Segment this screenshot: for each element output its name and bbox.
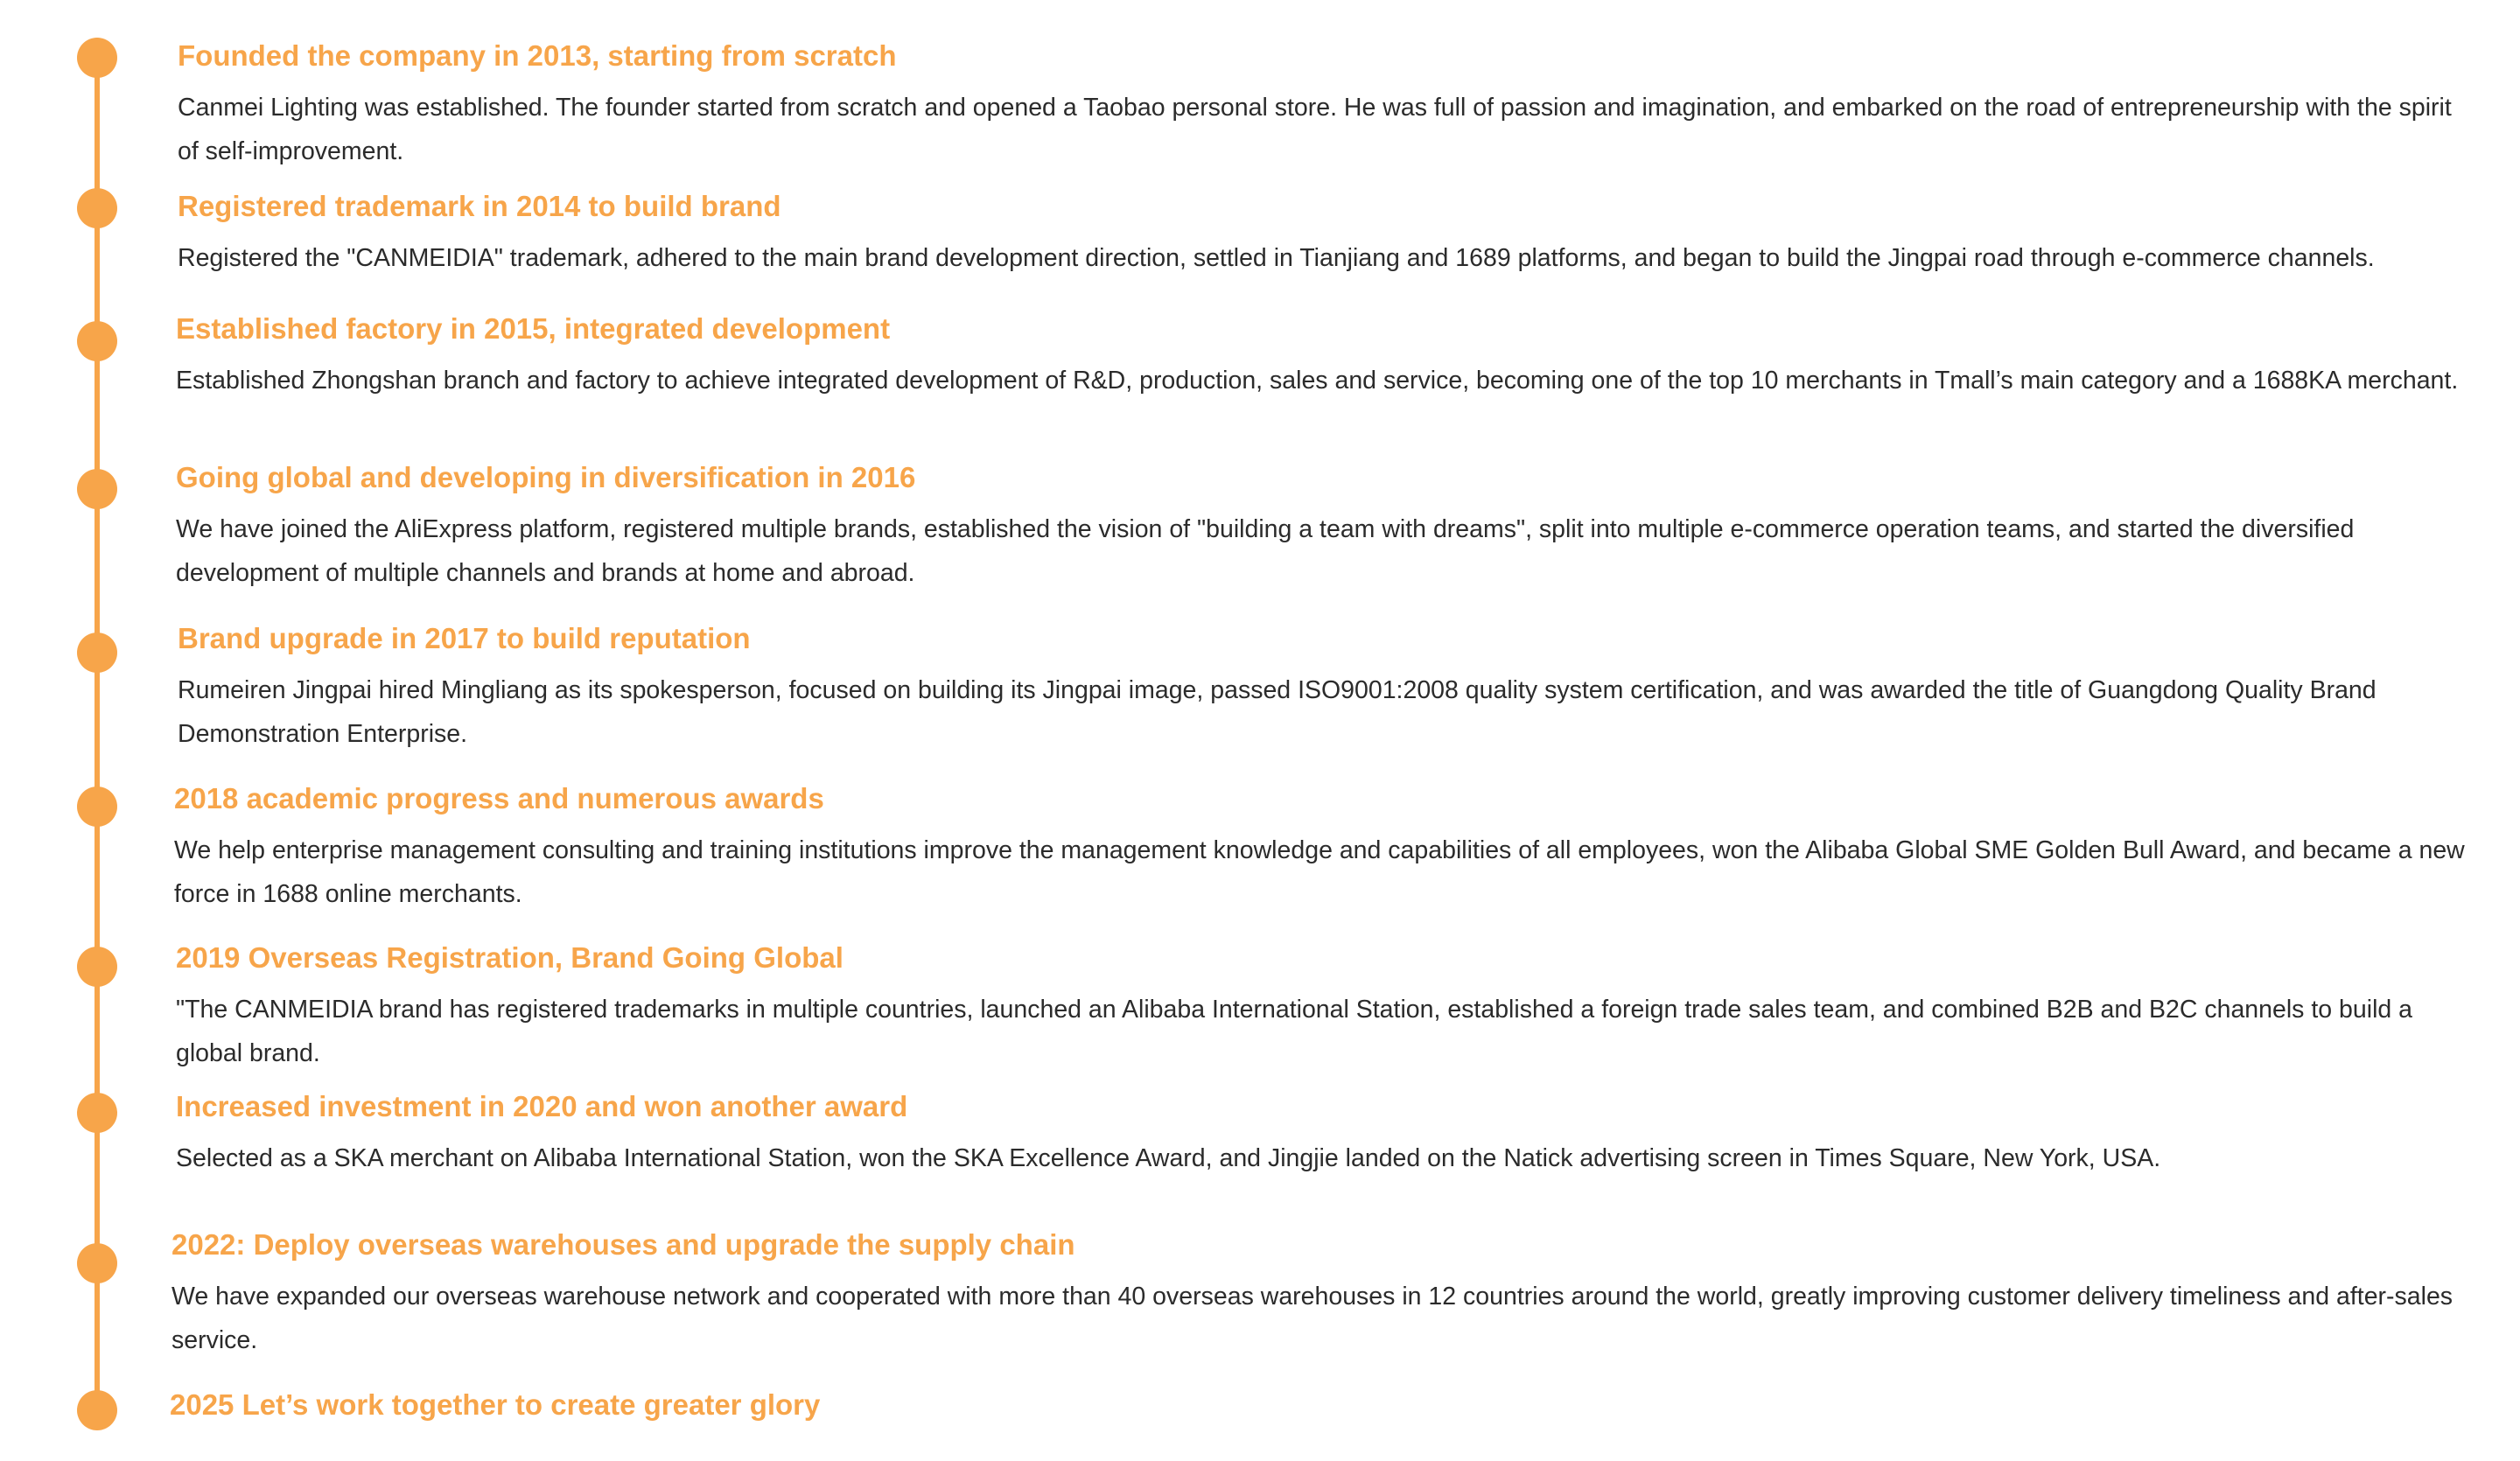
entry-title: Increased investment in 2020 and won another award [176, 1090, 908, 1122]
entry-title: 2025 Let’s work together to create greater glory [170, 1388, 821, 1421]
entry-title: Going global and developing in diversification in 2016 [176, 461, 916, 493]
entry-title: Established factory in 2015, integrated development [176, 312, 891, 345]
entry-description: We have joined the AliExpress platform, registered multiple brands, established the vision of "building a team with dreams", split into multiple e-commerce operation teams, and started the diversified development of multiple channels and brands at home and abroad. [176, 515, 2355, 587]
timeline-dot-2020 [77, 1093, 117, 1133]
entry-description: Registered the "CANMEIDIA" trademark, adhered to the main brand development direction, settled in Tianjiang and 1689 platforms, and began to build the Jingpai road through e-commerce channels. [178, 244, 2375, 272]
entry-title: Brand upgrade in 2017 to build reputation [178, 622, 751, 654]
timeline-dot-2022 [77, 1243, 117, 1283]
entry-title: 2019 Overseas Registration, Brand Going Global [176, 941, 844, 974]
entry-description: We help enterprise management consulting and training institutions improve the management knowledge and capabilities of all employees, won the Alibaba Global SME Golden Bull Award, and became a new force in 1688 online merchants. [174, 836, 2465, 908]
timeline-dot-2013 [77, 38, 117, 78]
timeline-dot-2017 [77, 633, 117, 673]
entry-title: Founded the company in 2013, starting from scratch [178, 39, 897, 72]
timeline-entry-2016 [176, 460, 2468, 595]
entry-title: 2022: Deploy overseas warehouses and upgrade the supply chain [172, 1228, 1075, 1261]
entry-title: 2018 academic progress and numerous awards [174, 782, 824, 814]
entry-description: Selected as a SKA merchant on Alibaba International Station, won the SKA Excellence Award, and Jingjie landed on the Natick advertising screen in Times Square, New York, USA. [176, 1144, 2161, 1172]
timeline-entry-2020 [176, 1089, 2468, 1180]
timeline-entry-2017 [178, 621, 2470, 756]
entry-description: Canmei Lighting was established. The founder started from scratch and opened a Taobao personal store. He was full of passion and imagination, and embarked on the road of entrepreneurship with the spirit of self-improvement. [178, 94, 2452, 165]
timeline-dot-2018 [77, 786, 117, 827]
timeline-entry-2019 [176, 940, 2468, 1075]
timeline-dot-2025 [77, 1390, 117, 1430]
entry-description: Rumeiren Jingpai hired Mingliang as its spokesperson, focused on building its Jingpai image, passed ISO9001:2008 quality system certification, and was awarded the title of Guangdong Quality Brand Demonstration Enterprise. [178, 676, 2376, 748]
timeline-entry-2022 [172, 1227, 2464, 1362]
entry-description: Established Zhongshan branch and factory to achieve integrated development of R&D, production, sales and service, becoming one of the top 10 merchants in Tmall’s main category and a 1688KA merchant. [176, 367, 2459, 395]
timeline-entry-2015 [176, 311, 2468, 402]
entry-title: Registered trademark in 2014 to build brand [178, 190, 781, 222]
timeline-dot-2019 [77, 947, 117, 987]
entry-description: "The CANMEIDIA brand has registered trademarks in multiple countries, launched an Alibaba International Station, established a foreign trade sales team, and combined B2B and B2C channels to build a global brand. [176, 996, 2413, 1067]
timeline-entry-2025 [170, 1388, 2462, 1423]
timeline-dot-2015 [77, 321, 117, 361]
timeline-dot-2014 [77, 188, 117, 228]
timeline-entry-2018 [174, 781, 2467, 916]
timeline-entry-2014 [178, 189, 2470, 280]
timeline-line [94, 58, 100, 1407]
timeline-dot-2016 [77, 469, 117, 509]
timeline-entry-2013 [178, 38, 2470, 173]
entry-description: We have expanded our overseas warehouse network and cooperated with more than 40 overseas warehouses in 12 countries around the world, greatly improving customer delivery timeliness and after-sales service. [172, 1283, 2454, 1354]
